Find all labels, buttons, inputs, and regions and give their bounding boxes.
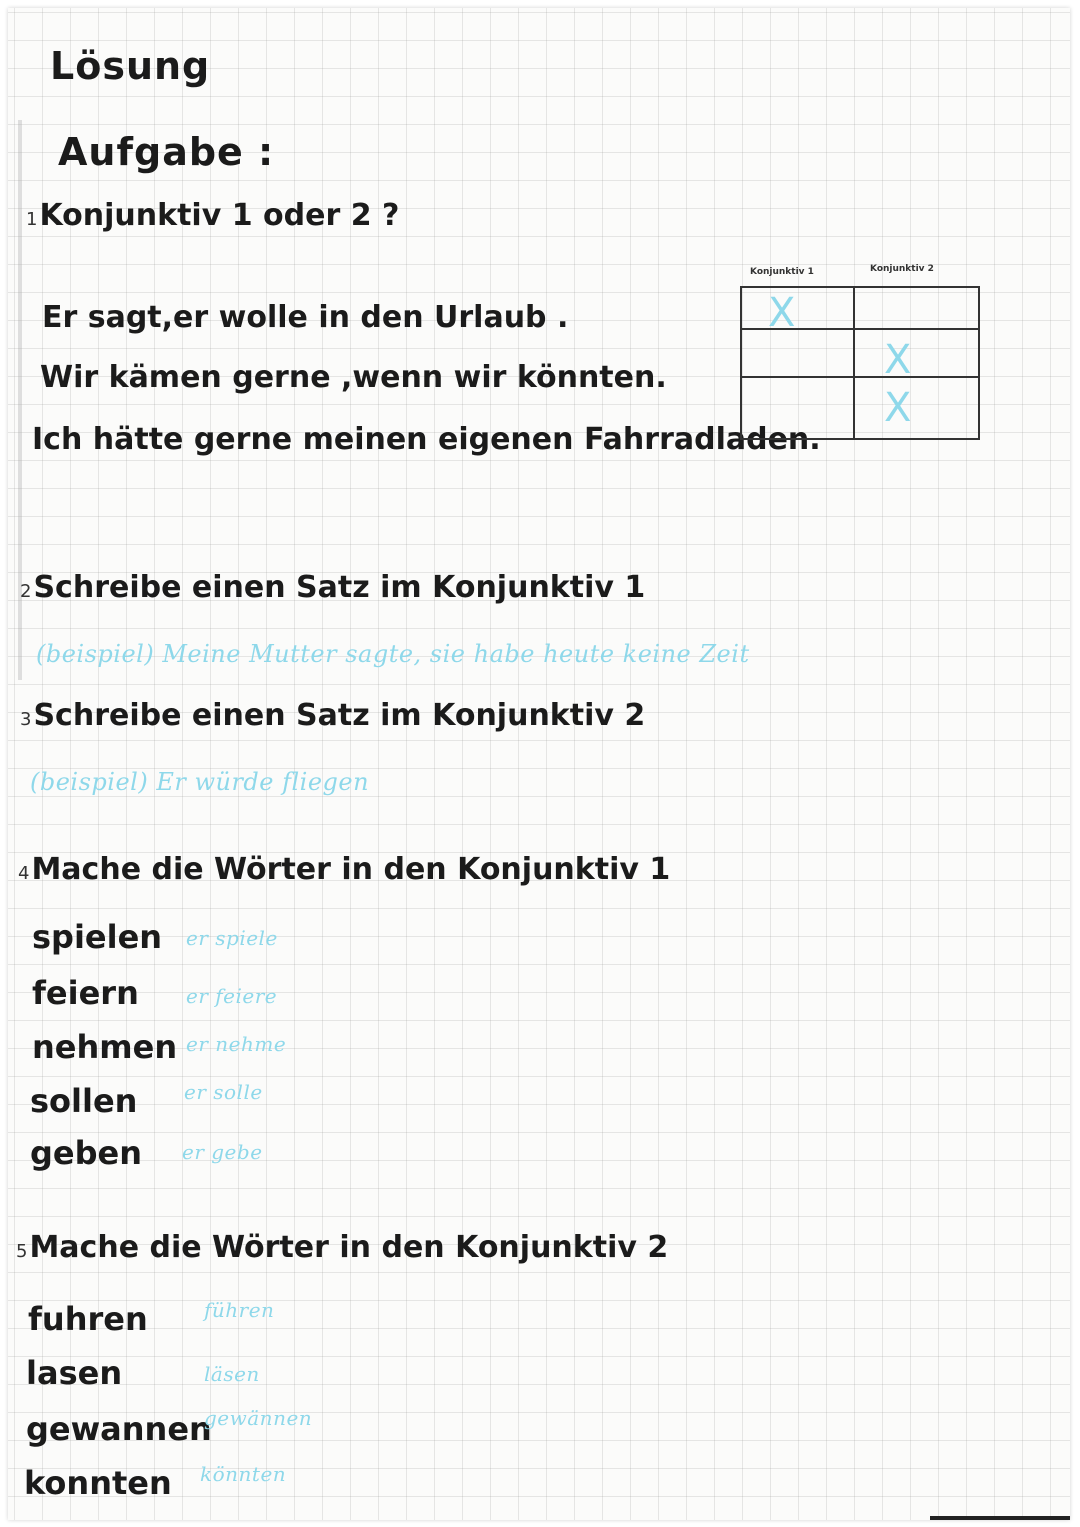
task4-number: 4 [18, 863, 30, 884]
task4-word-1: spielen [32, 918, 163, 956]
task5-word-3: gewannen [26, 1410, 212, 1448]
task2-number: 2 [20, 581, 32, 602]
page-title: Lösung [50, 44, 211, 88]
task4-answer-5: er gebe [182, 1140, 263, 1164]
notebook-page [8, 8, 1070, 1520]
task4-word-5: geben [30, 1134, 142, 1172]
task3-number: 3 [20, 709, 32, 730]
task3-title [20, 698, 645, 733]
table-mark-row-3: X [884, 385, 912, 431]
table-header-konjunktiv-1: Konjunktiv 1 [750, 267, 814, 277]
task2-answer: (beispiel) Meine Mutter sagte, sie habe heute keine Zeit [36, 640, 750, 668]
section-heading: Aufgabe : [58, 130, 275, 174]
task4-title [18, 852, 670, 887]
task5-label: Mache die Wörter in den Konjunktiv 2 [29, 1230, 669, 1265]
task5-word-1: fuhren [28, 1300, 148, 1338]
task1-sentence-3: Ich hätte gerne meinen eigenen Fahrradladen. [32, 422, 821, 457]
task5-answer-4: könnten [200, 1462, 287, 1486]
task4-answer-3: er nehme [186, 1032, 287, 1056]
task1-sentence-2: Wir kämen gerne ,wenn wir könnten. [40, 360, 667, 395]
task5-answer-3: gewännen [204, 1406, 313, 1430]
table-divider-vertical [853, 286, 855, 440]
task5-answer-1: führen [204, 1298, 275, 1322]
task3-answer: (beispiel) Er würde fliegen [30, 768, 370, 796]
task4-word-2: feiern [32, 974, 139, 1012]
table-mark-row-1: X [768, 290, 796, 336]
table-mark-row-2: X [884, 337, 912, 383]
task1-sentence-1: Er sagt,er wolle in den Urlaub . [42, 300, 569, 335]
task5-word-2: lasen [26, 1354, 123, 1392]
task1-number: 1 [26, 209, 38, 230]
task2-label: Schreibe einen Satz im Konjunktiv 1 [33, 570, 646, 605]
task5-number: 5 [16, 1241, 28, 1262]
task5-word-4: konnten [24, 1464, 172, 1502]
task4-answer-2: er feiere [186, 984, 278, 1008]
task3-label: Schreibe einen Satz im Konjunktiv 2 [33, 698, 646, 733]
task4-word-3: nehmen [32, 1028, 178, 1066]
task4-word-4: sollen [30, 1082, 138, 1120]
task1-title [26, 198, 399, 233]
table-divider-row-2 [740, 376, 978, 378]
task4-label: Mache die Wörter in den Konjunktiv 1 [31, 852, 671, 887]
table-header-konjunktiv-2: Konjunktiv 2 [870, 264, 934, 274]
task2-title [20, 570, 645, 605]
task4-answer-1: er spiele [186, 926, 278, 950]
task5-answer-2: läsen [204, 1362, 260, 1386]
task1-label: Konjunktiv 1 oder 2 ? [39, 198, 400, 233]
task4-answer-4: er solle [184, 1080, 263, 1104]
task5-title [16, 1230, 668, 1265]
